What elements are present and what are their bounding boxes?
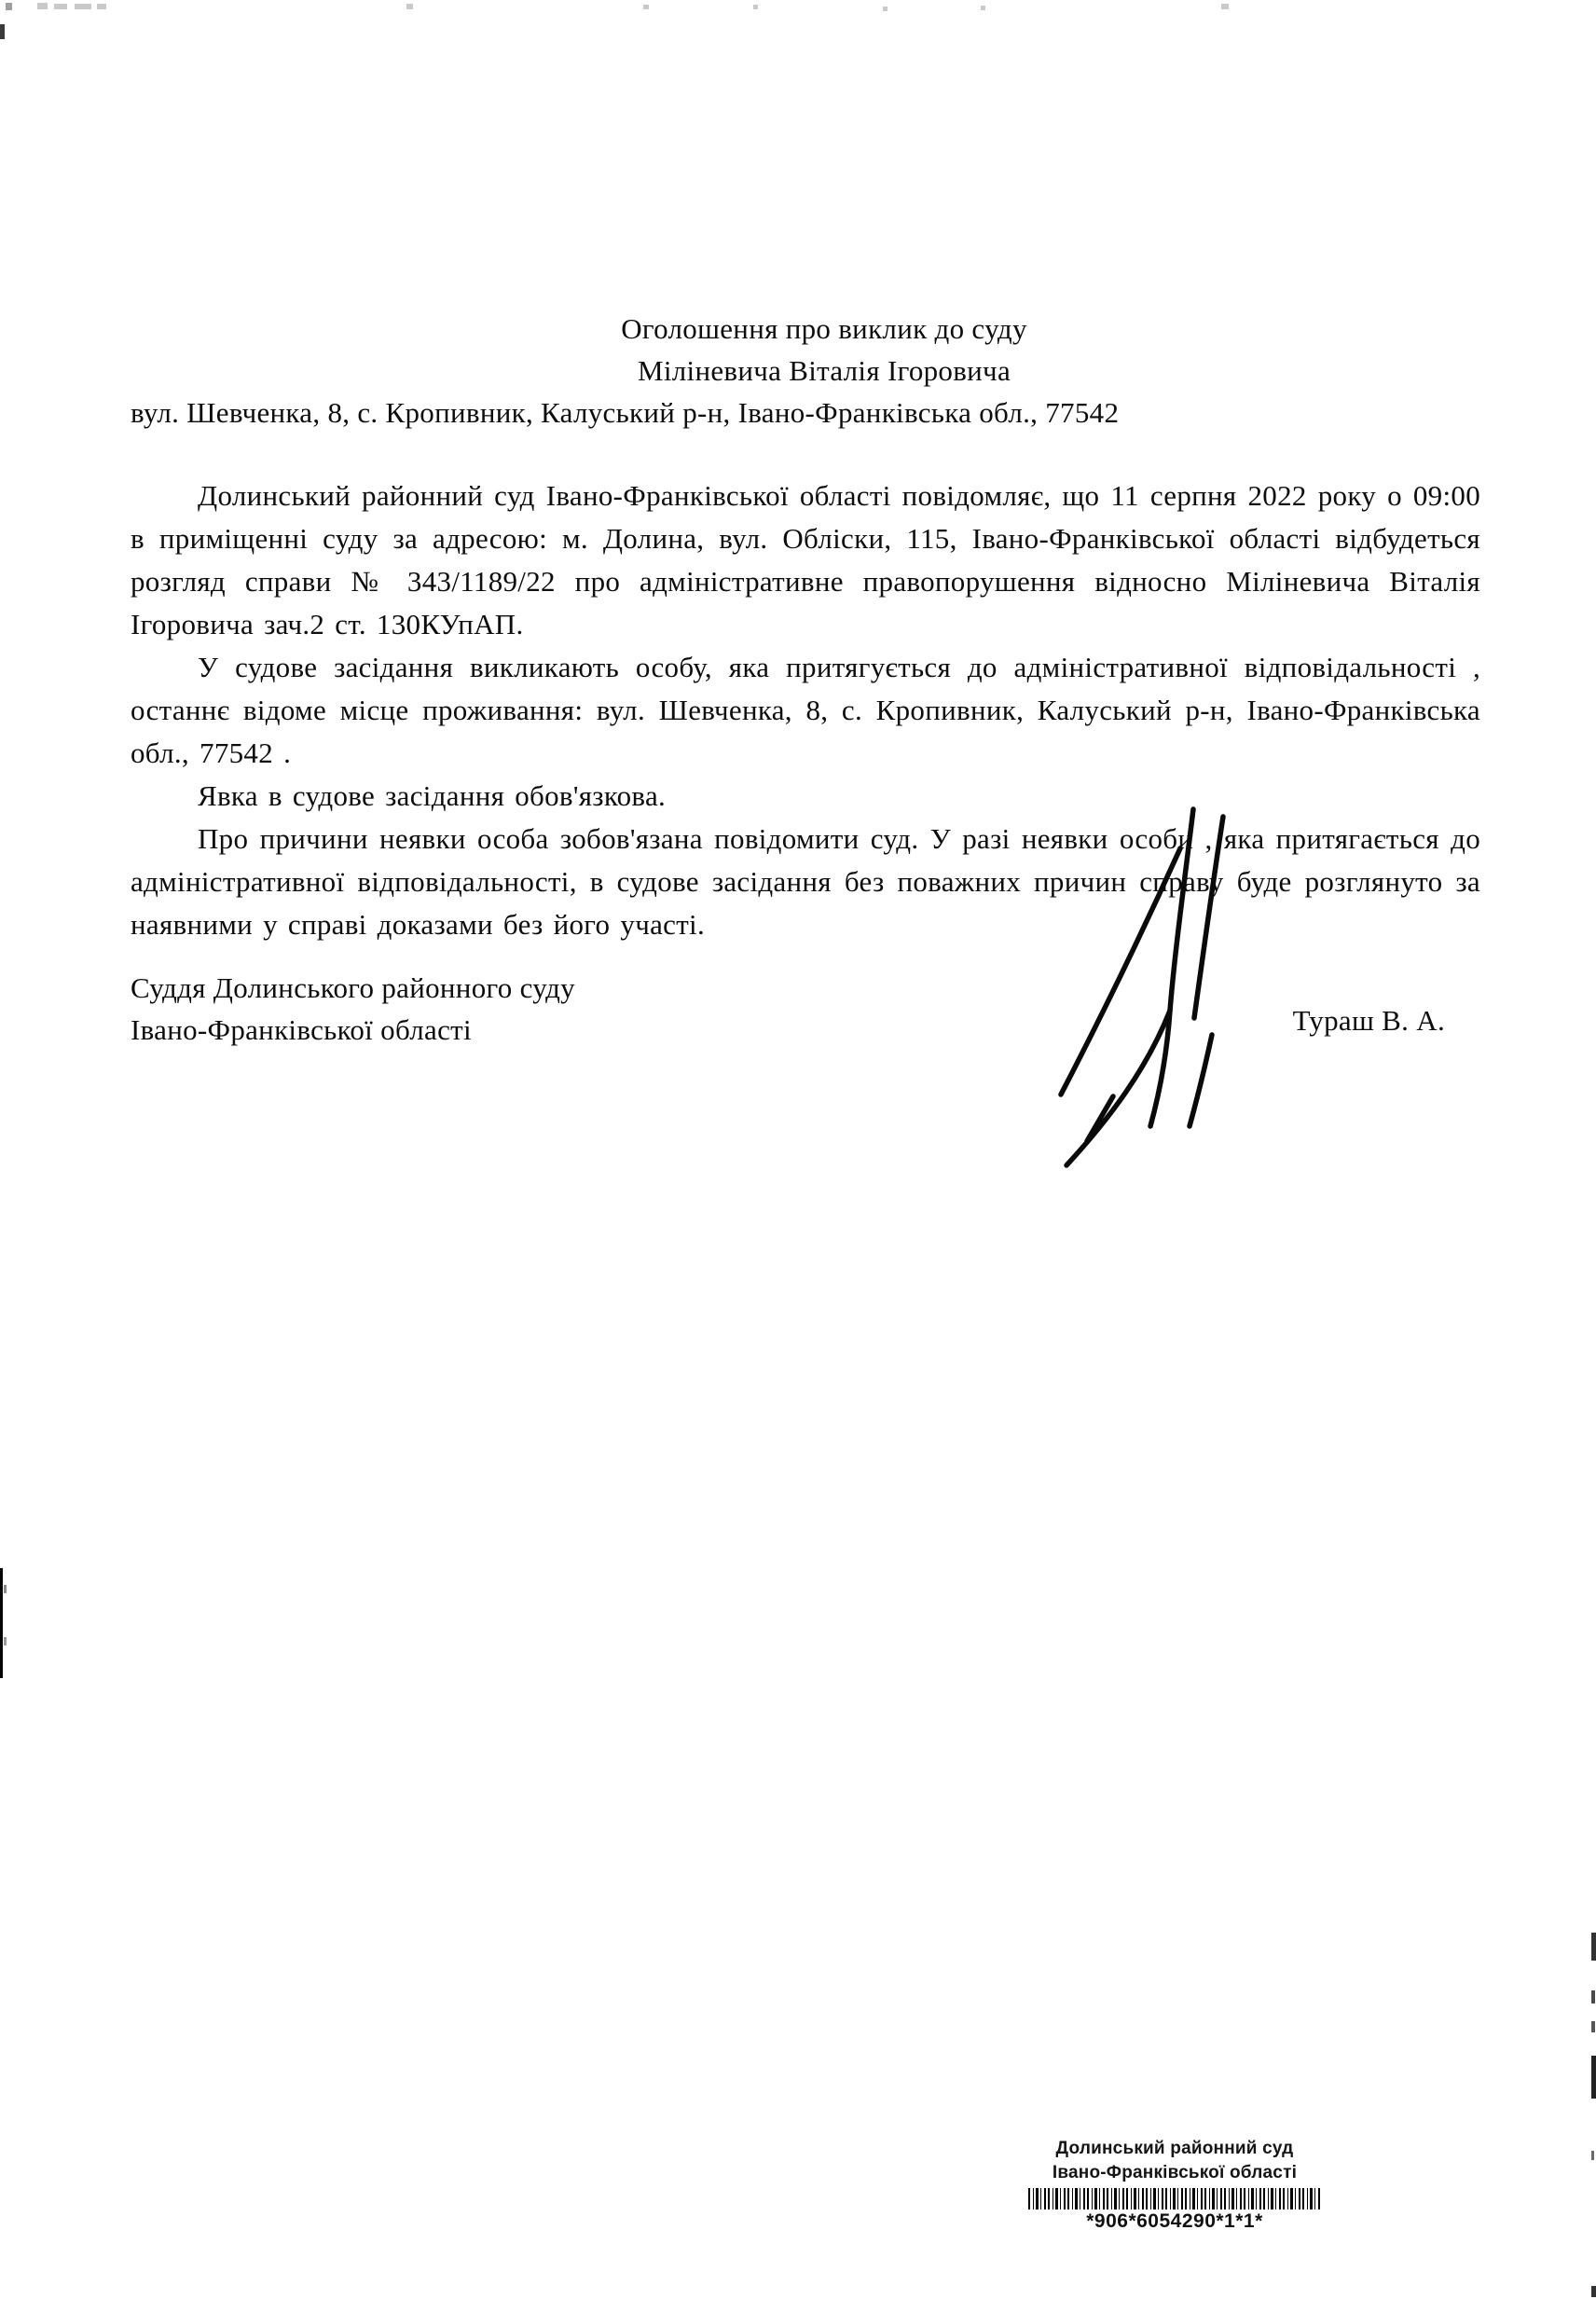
scan-speck: [6, 3, 12, 10]
document-content: [131, 308, 1480, 1051]
barcode: [1028, 2188, 1321, 2210]
scan-speck: [406, 4, 413, 9]
scan-artifact-right-edge-tick: [1591, 2286, 1596, 2297]
document-title-line1: Оголошення про виклик до суду: [621, 312, 1027, 345]
scan-speck: [4, 1585, 7, 1593]
paragraph-hearing-notice: Долинський районний суд Івано-Франківської області повідомляє, що 11 серпня 2022 року о 09:00 в приміщенні суду за адресою: м. Долина, вул. Обліски, 115, Івано-Франківської області відбудеться розгляд справи № 343/1189/22 про адміністративне правопорушення відносно Міліневича Віталія Ігоровича зач.2 ст. 130КУпАП.: [131, 479, 1480, 640]
footer-court-line2: Івано-Франківської області: [1052, 2163, 1298, 2182]
paragraph-attendance-mandatory: Явка в судове засідання обов'язкова.: [198, 779, 667, 812]
signer-role-line1: Суддя Долинського районного суду: [131, 971, 575, 1004]
footer-court-stamp: [1021, 2137, 1328, 2233]
scan-speck: [643, 5, 649, 9]
scan-artifact-right-edge-tick: [1591, 2056, 1596, 2099]
signer-role: [131, 967, 575, 1051]
scan-artifact-top-left-mark: [0, 24, 5, 39]
scan-speck: [37, 3, 48, 9]
scan-speck: [753, 5, 758, 9]
signer-name: Тураш В. А.: [1292, 1004, 1445, 1037]
document-title-line2: Міліневича Віталія Ігоровича: [637, 354, 1011, 387]
scan-artifact-right-edge-tick: [1591, 1990, 1595, 2003]
paragraph-absence-consequences: Про причини неявки особа зобов'язана повідомити суд. У разі неявки особи , яка притягається до адміністративної відповідальності, в судове засідання без поважних причин справу буде розглянуто за наявними у справі доказами без його участі.: [131, 822, 1480, 941]
scan-speck: [4, 1637, 7, 1645]
barcode-value: *906*6054290*1*1*: [1086, 2210, 1263, 2232]
document-body: [131, 475, 1480, 946]
scan-speck: [97, 4, 106, 9]
scan-speck: [54, 4, 67, 9]
scan-artifact-left-edge-line: [0, 1568, 3, 1678]
paragraph-summoned-person: У судове засідання викликають особу, яка притягується до адміністративної відповідальності , останнє відоме місце проживання: вул. Шевченка, 8, с. Кропивник, Калуський р-н, Івано-Франківська обл., 77542 .: [131, 651, 1480, 769]
scan-speck: [981, 6, 985, 10]
signer-role-line2: Івано-Франківської області: [131, 1013, 472, 1046]
scan-speck: [1221, 4, 1229, 9]
handwritten-signature: [1033, 794, 1268, 1175]
recipient-address-line: вул. Шевченка, 8, с. Кропивник, Калуський р-н, Івано-Франківська обл., 77542: [131, 396, 1120, 429]
scan-artifact-right-edge-tick: [1591, 1933, 1596, 1961]
footer-court-line1: Долинський районний суд: [1055, 2139, 1294, 2158]
scan-artifact-right-edge-tick: [1591, 2151, 1594, 2160]
scan-speck: [883, 7, 887, 11]
scan-artifact-right-edge-tick: [1591, 2021, 1595, 2032]
scan-speck: [75, 4, 91, 9]
signature-block: [131, 967, 1480, 1051]
